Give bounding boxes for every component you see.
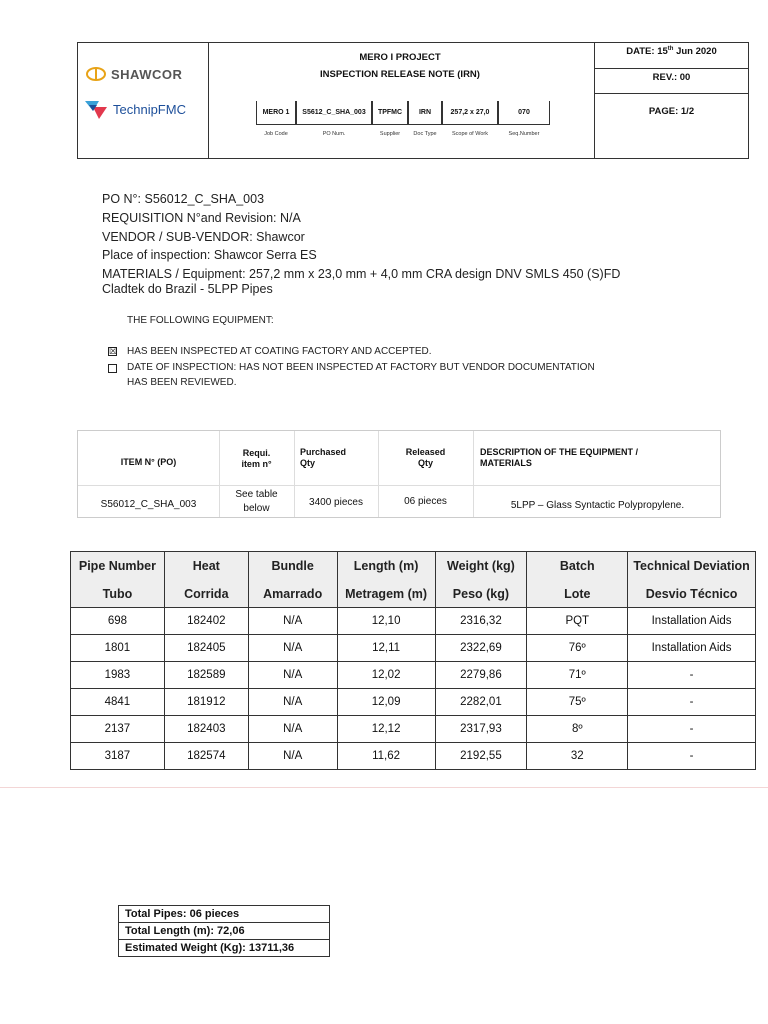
weight-cell: 2322,69 xyxy=(435,635,527,662)
materials-line-1: MATERIALS / Equipment: 257,2 mm x 23,0 mm + 4,0 mm CRA design DNV SMLS 450 (S)FD xyxy=(102,267,621,281)
heat-cell: 182402 xyxy=(164,608,248,635)
deviation-cell: - xyxy=(628,716,756,743)
table-row xyxy=(71,662,756,689)
label-doctype: Doc Type xyxy=(413,131,437,137)
col-header-desvio-tecnico: Desvio Técnico xyxy=(628,580,756,608)
col-header-metragem: Metragem (m) xyxy=(337,580,435,608)
deviation-cell: Installation Aids xyxy=(628,608,756,635)
col-header-length: Length (m) xyxy=(337,552,435,581)
length-cell: 12,09 xyxy=(337,689,435,716)
heat-cell: 182574 xyxy=(164,743,248,770)
bundle-cell: N/A xyxy=(248,635,337,662)
table-row xyxy=(71,635,756,662)
requi-value-1: See table xyxy=(235,489,278,500)
code-po: S5612_C_SHA_003 xyxy=(296,101,372,125)
total-length: Total Length (m): 72,06 xyxy=(119,923,329,940)
total-pipes: Total Pipes: 06 pieces xyxy=(119,906,329,923)
table-row xyxy=(71,716,756,743)
bundle-cell: N/A xyxy=(248,743,337,770)
code-scope: 257,2 x 27,0 xyxy=(442,101,498,125)
requi-value-2: below xyxy=(243,503,270,514)
shawcor-logo-text: SHAWCOR xyxy=(111,66,183,82)
code-doctype: IRN xyxy=(408,101,442,125)
purchased-header-1: Purchased xyxy=(300,447,347,457)
pipe-number-cell: 1801 xyxy=(71,635,165,662)
col-header-batch: Batch xyxy=(527,552,628,581)
released-header-1: Released xyxy=(405,447,446,457)
col-header-technical-deviation: Technical Deviation xyxy=(628,552,756,581)
weight-cell: 2279,86 xyxy=(435,662,527,689)
estimated-weight: Estimated Weight (Kg): 13711,36 xyxy=(125,942,295,954)
item-value: S56012_C_SHA_003 xyxy=(100,499,197,510)
pipe-number-cell: 4841 xyxy=(71,689,165,716)
deviation-cell: - xyxy=(628,743,756,770)
batch-cell: 71º xyxy=(527,662,628,689)
batch-cell: 75º xyxy=(527,689,628,716)
reviewed-label-line-1: DATE OF INSPECTION: HAS NOT BEEN INSPECTED AT FACTORY BUT VENDOR DOCUMENTATION xyxy=(127,362,595,373)
heat-cell: 182405 xyxy=(164,635,248,662)
heat-cell: 181912 xyxy=(164,689,248,716)
page-divider xyxy=(0,787,768,788)
batch-cell: 32 xyxy=(527,743,628,770)
label-supplier: Supplier xyxy=(379,131,401,137)
totals-box xyxy=(118,905,330,957)
batch-cell: PQT xyxy=(527,608,628,635)
code-job: MERO 1 xyxy=(256,101,296,125)
col-header-peso: Peso (kg) xyxy=(435,580,527,608)
weight-cell: 2317,93 xyxy=(435,716,527,743)
deviation-cell: - xyxy=(628,662,756,689)
purchased-header-2: Qty xyxy=(300,458,316,468)
table-row xyxy=(71,689,756,716)
bundle-cell: N/A xyxy=(248,662,337,689)
code-supplier: TPFMC xyxy=(372,101,408,125)
date-sup: th xyxy=(667,46,674,52)
accepted-label: HAS BEEN INSPECTED AT COATING FACTORY AND ACCEPTED. xyxy=(127,346,432,357)
label-job: Job Code xyxy=(264,131,288,137)
length-cell: 12,02 xyxy=(337,662,435,689)
vendor: VENDOR / SUB-VENDOR: Shawcor xyxy=(102,230,305,244)
label-seq: Seq.Number xyxy=(508,131,540,137)
pipe-table xyxy=(70,551,756,770)
pipe-number-cell: 698 xyxy=(71,608,165,635)
following-equipment: THE FOLLOWING EQUIPMENT: xyxy=(127,315,274,326)
requisition: REQUISITION N°and Revision: N/A xyxy=(102,211,301,225)
document-date xyxy=(594,46,749,57)
length-cell: 12,12 xyxy=(337,716,435,743)
po-number: PO N°: S56012_C_SHA_003 xyxy=(102,192,265,206)
col-header-corrida: Corrida xyxy=(164,580,248,608)
technipfmc-logo-text: TechnipFMC xyxy=(113,101,186,117)
bundle-cell: N/A xyxy=(248,608,337,635)
length-cell: 11,62 xyxy=(337,743,435,770)
col-header-weight: Weight (kg) xyxy=(435,552,527,581)
description-header-1: DESCRIPTION OF THE EQUIPMENT / xyxy=(480,447,639,457)
table-row xyxy=(71,743,756,770)
pipe-number-cell: 3187 xyxy=(71,743,165,770)
project-title: MERO I PROJECT xyxy=(359,52,441,63)
col-header-tubo: Tubo xyxy=(71,580,165,608)
technipfmc-logo-icon xyxy=(85,99,109,119)
bundle-cell: N/A xyxy=(248,716,337,743)
description-value: 5LPP – Glass Syntactic Polypropylene. xyxy=(510,500,685,511)
batch-cell: 8º xyxy=(527,716,628,743)
pipe-number-cell: 2137 xyxy=(71,716,165,743)
col-header-lote: Lote xyxy=(527,580,628,608)
pipe-number-cell: 1983 xyxy=(71,662,165,689)
deviation-cell: - xyxy=(628,689,756,716)
length-cell: 12,11 xyxy=(337,635,435,662)
col-header-pipe-number: Pipe Number xyxy=(71,552,165,581)
place-of-inspection: Place of inspection: Shawcor Serra ES xyxy=(102,248,317,262)
shawcor-logo xyxy=(85,64,205,84)
materials-line-2: Cladtek do Brazil - 5LPP Pipes xyxy=(102,282,273,296)
heat-cell: 182589 xyxy=(164,662,248,689)
batch-cell: 76º xyxy=(527,635,628,662)
col-header-bundle: Bundle xyxy=(248,552,337,581)
document-revision: REV.: 00 xyxy=(652,72,691,83)
weight-cell: 2192,55 xyxy=(435,743,527,770)
col-header-heat: Heat xyxy=(164,552,248,581)
shawcor-logo-icon xyxy=(85,67,107,81)
code-seq: 070 xyxy=(498,101,550,125)
bundle-cell: N/A xyxy=(248,689,337,716)
heat-cell: 182403 xyxy=(164,716,248,743)
length-cell: 12,10 xyxy=(337,608,435,635)
accepted-checkbox[interactable]: ☒ xyxy=(109,346,118,356)
pipe-table-header-en xyxy=(71,552,756,581)
col-header-amarrado: Amarrado xyxy=(248,580,337,608)
label-scope: Scope of Work xyxy=(452,131,488,137)
date-suffix: Jun 2020 xyxy=(673,46,717,58)
released-header-2: Qty xyxy=(417,458,433,468)
document-page: PAGE: 1/2 xyxy=(648,106,695,117)
pipe-table-header-pt xyxy=(71,580,756,608)
weight-cell: 2316,32 xyxy=(435,608,527,635)
requi-header-1: Requi. xyxy=(242,448,271,458)
reviewed-label-line-2: HAS BEEN REVIEWED. xyxy=(127,377,237,388)
technipfmc-logo xyxy=(85,98,205,120)
description-header-2: MATERIALS xyxy=(480,458,532,468)
item-table xyxy=(77,430,721,518)
item-header: ITEM N° (PO) xyxy=(120,457,177,467)
reviewed-checkbox[interactable] xyxy=(108,364,117,373)
requi-header-2: item n° xyxy=(241,459,272,469)
deviation-cell: Installation Aids xyxy=(628,635,756,662)
date-prefix: DATE: 15 xyxy=(626,46,668,58)
label-po: PO Num. xyxy=(322,131,346,137)
released-value: 06 pieces xyxy=(404,496,447,507)
document-title: INSPECTION RELEASE NOTE (IRN) xyxy=(320,69,480,80)
purchased-value: 3400 pieces xyxy=(309,497,363,508)
weight-cell: 2282,01 xyxy=(435,689,527,716)
table-row xyxy=(71,608,756,635)
